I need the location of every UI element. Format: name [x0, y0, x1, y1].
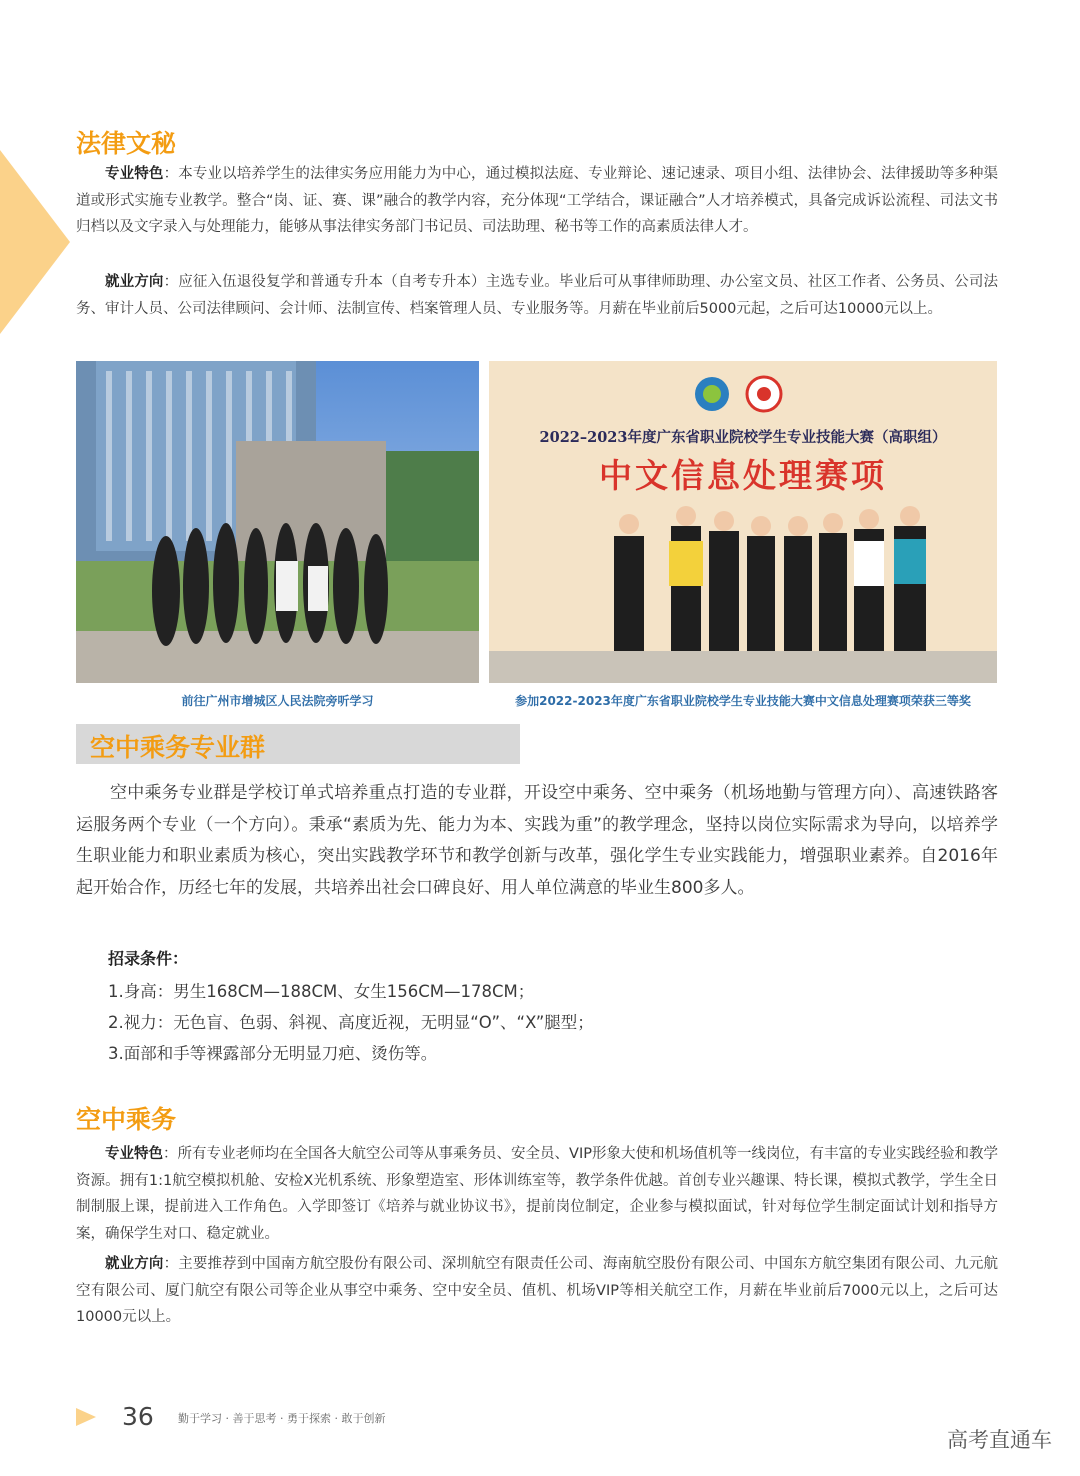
law-career-paragraph [76, 269, 998, 322]
requirement-item: 3.面部和手等裸露部分无明显刀疤、烫伤等。 [108, 1044, 438, 1063]
air-career-paragraph [76, 1251, 998, 1331]
corner-decoration [0, 150, 70, 334]
competition-photo [489, 361, 997, 683]
banner-line2: 中文信息处理赛项 [599, 456, 887, 495]
air-feature-label: 专业特色 [105, 1146, 164, 1162]
page-number: 36 [122, 1402, 154, 1431]
watermark-text: 高考直通车 [947, 1428, 1052, 1452]
air-feature-paragraph [76, 1141, 998, 1247]
banner-line1: 2022–2023年度广东省职业院校学生专业技能大赛（高职组） [539, 429, 947, 446]
law-feature-text: ：本专业以培养学生的法律实务应用能力为中心，通过模拟法庭、专业辩论、速记速录、项目小组、法律协会、法律援助等多种渠道或形式实施专业教学。整合“岗、证、赛、课”融合的教学内容，充分体现“工学结合，课证融合”人才培养模式，具备完成诉讼流程、司法文书归档以及文字录入与处理能力，能够从事法律实务部门书记员、司法助理、秘书等工作的高素质法律人才。 [76, 166, 999, 235]
requirement-item: 2.视力：无色盲、色弱、斜视、高度近视，无明显“O”、“X”腿型； [108, 1013, 594, 1032]
air-feature-text: ：所有专业老师均在全国各大航空公司等从事乘务员、安全员、VIP形象大使和机场值机等一线岗位，有丰富的专业实践经验和教学资源。拥有1:1航空模拟机舱、安检X光机系统、形象塑造室、形体训练室等，教学条件优越。首创专业兴趣课、特长课，模拟式教学，学生全日制制服上课，提前进入工作角色。入学即签订《培养与就业协议书》，提前岗位制定，企业参与模拟面试，针对每位学生制定面试计划和指导方案，确保学生对口、稳定就业。 [76, 1146, 999, 1242]
air-career-label: 就业方向 [105, 1256, 164, 1272]
air-career-text: ：主要推荐到中国南方航空股份有限公司、深圳航空有限责任公司、海南航空股份有限公司、中国东方航空集团有限公司、九元航空有限公司、厦门航空有限公司等企业从事空中乘务、空中安全员、值机、机场VIP等相关航空工作，月薪在毕业前后7000元以上，之后可达10000元以上。 [76, 1256, 999, 1325]
law-feature-label: 专业特色 [105, 166, 164, 182]
group-intro: 空中乘务专业群是学校订单式培养重点打造的专业群，开设空中乘务、空中乘务（机场地勤与管理方向）、高速铁路客运服务两个专业（一个方向）。秉承“素质为先、能力为本、实践为重”的教学理念，坚持以岗位实际需求为导向，以培养学生职业能力和职业素质为核心，突出实践教学环节和教学创新与改革，强化学生专业实践能力，增强职业素养。自2016年起开始合作，历经七年的发展，共培养出社会口碑良好、用人单位满意的毕业生800多人。 [76, 783, 998, 898]
footer-slogan: 勤于学习 · 善于思考 · 勇于探索 · 敢于创新 [178, 1412, 386, 1425]
law-career-label: 就业方向 [105, 274, 164, 290]
requirement-item: 1.身高：男生168CM—188CM、女生156CM—178CM； [108, 982, 535, 1001]
section-title-law: 法律文秘 [76, 129, 177, 158]
law-career-text: ：应征入伍退役复学和普通专升本（自考专升本）主选专业。毕业后可从事律师助理、办公室文员、社区工作者、公务员、公司法务、审计人员、公司法律顾问、会计师、法制宣传、档案管理人员、专业服务等。月薪在毕业前后5000元起，之后可达10000元以上。 [76, 274, 999, 317]
left-photo-caption: 前往广州市增城区人民法院旁听学习 [181, 694, 374, 708]
section-title-air: 空中乘务 [76, 1105, 177, 1134]
group-title: 空中乘务专业群 [90, 733, 266, 762]
requirements-title: 招录条件： [108, 949, 189, 968]
right-photo-caption: 参加2022-2023年度广东省职业院校学生专业技能大赛中文信息处理赛项荣获三等奖 [515, 694, 971, 708]
page-arrow-icon [74, 1406, 98, 1428]
law-feature-paragraph [76, 161, 998, 241]
court-visit-photo [76, 361, 479, 683]
